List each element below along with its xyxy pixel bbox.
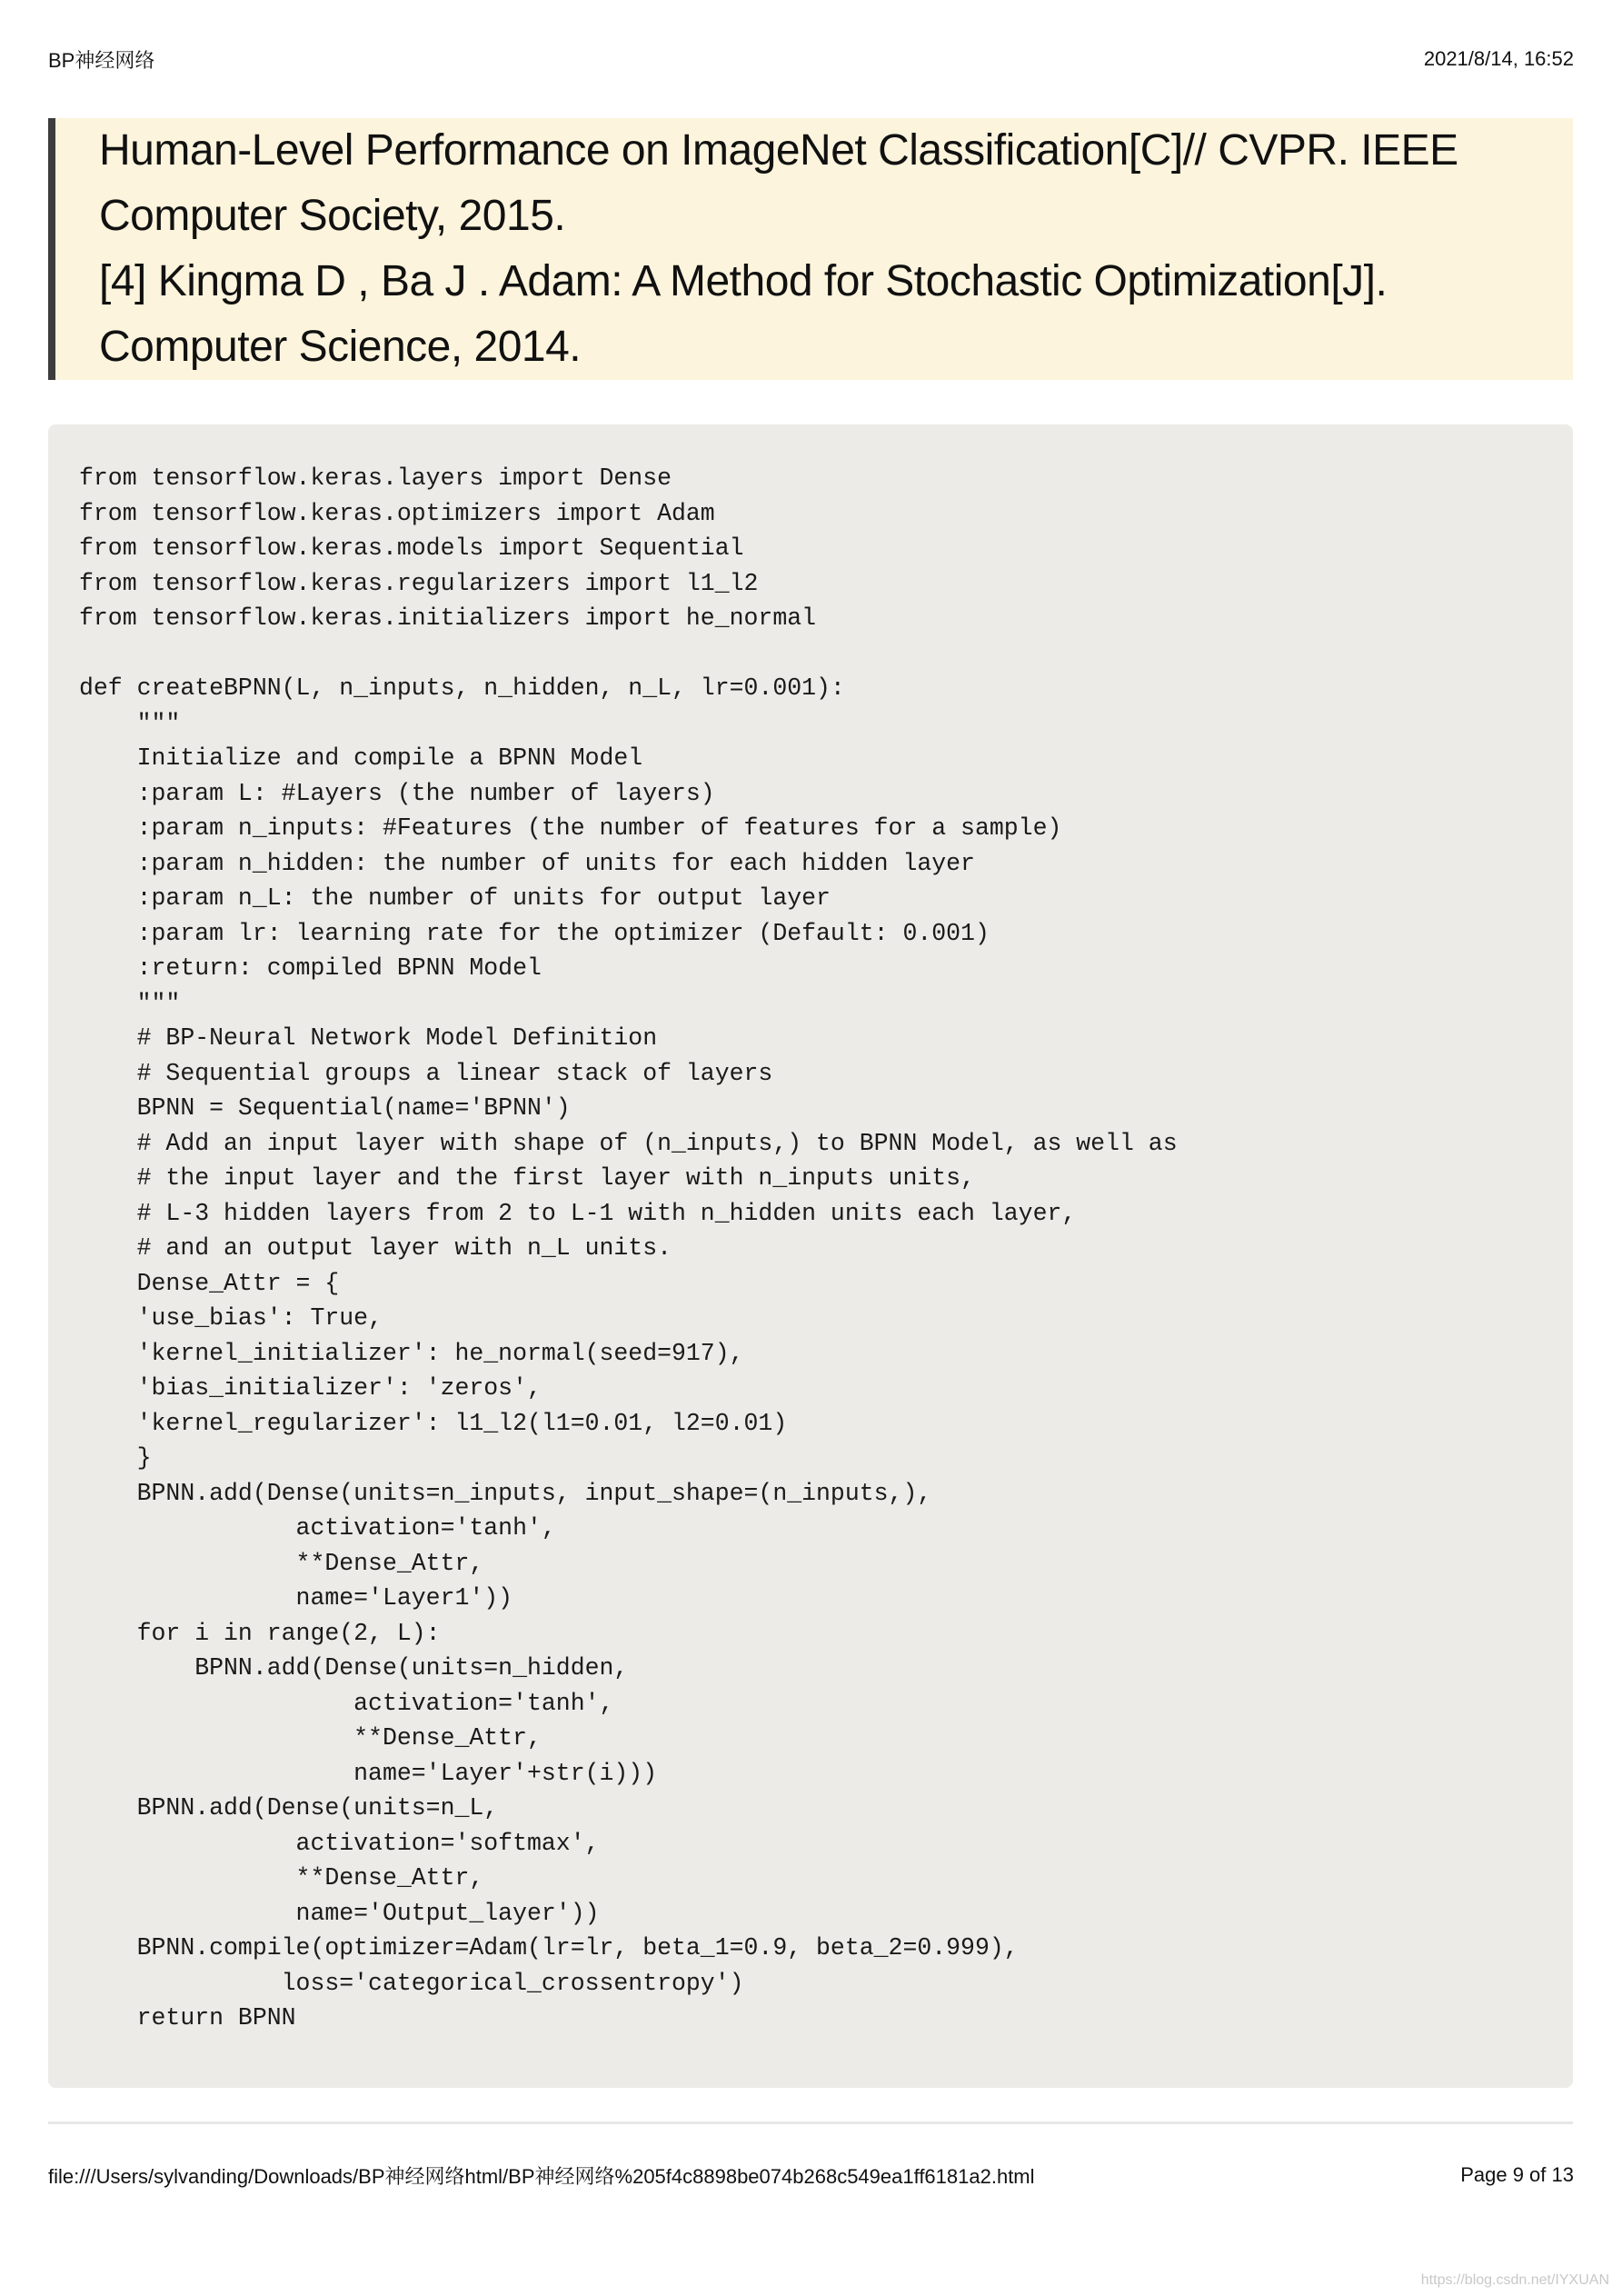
watermark: https://blog.csdn.net/IYXUAN (1420, 2272, 1609, 2288)
file-path: file:///Users/sylvanding/Downloads/BP神经网络html/BP神经网络%205f4c8898be074b268c549ea1ff6181a2.html (48, 2164, 1035, 2188)
reference-line: Human-Level Performance on ImageNet Classification[C]// CVPR. IEEE (99, 126, 1458, 175)
reference-line: Computer Science, 2014. (99, 323, 582, 371)
reference-line: [4] Kingma D , Ba J . Adam: A Method for Stochastic Optimization[J]. (99, 257, 1388, 305)
page-number: Page 9 of 13 (1460, 2163, 1574, 2186)
print-datetime: 2021/8/14, 16:52 (1423, 47, 1574, 70)
code-block (48, 424, 1573, 2088)
code-text: from tensorflow.keras.layers import Dense from tensorflow.keras.optimizers import Adam from tensorflow.keras.models import Sequential from tensorflow.keras.regularizers import l1_l2 from tensorflow.keras.initializers import he_normal def createBPNN(L, n_inputs, n_hidden, n_L, lr=0.001): """ Initialize and compile a BPNN Model :param L: #Layers (the number of layers) :param n_inputs: #Features (the number of features for a sample) :param n_hidden: the number of units for each hidden layer :param n_L: the number of units for output layer :param lr: learning rate for the optimizer (Default: 0.001) :return: compiled BPNN Model """ # BP-Neural Network Model Definition # Sequential groups a linear stack of layers BPNN = Sequential(name='BPNN') # Add an input layer with shape of (n_inputs,) to BPNN Model, as well as # the input layer and the first layer with n_inputs units, # L-3 hidden layers from 2 to L-1 with n_hidden units each layer, # and an output layer with n_L units. Dense_Attr = { 'use_bias': True, 'kernel_initializer': he_normal(seed=917), 'bias_initializer': 'zeros', 'kernel_regularizer': l1_l2(l1=0.01, l2=0.01) } BPNN.add(Dense(units=n_inputs, input_shape=(n_inputs,), activation='tanh', **Dense_Attr, name='Layer1')) for i in range(2, L): BPNN.add(Dense(units=n_hidden, activation='tanh', **Dense_Attr, name='Layer'+str(i))) BPNN.add(Dense(units=n_L, activation='softmax', **Dense_Attr, name='Output_layer')) BPNN.compile(optimizer=Adam(lr=lr, beta_1=0.9, beta_2=0.999), loss='categorical_crossentropy') return BPNN (79, 464, 1178, 2031)
document-title: BP神经网络 (48, 48, 155, 72)
reference-blockquote (48, 118, 1573, 380)
print-header (48, 45, 1574, 73)
page-divider (48, 2121, 1573, 2124)
reference-line: Computer Society, 2015. (99, 192, 566, 240)
print-footer (48, 2161, 1574, 2189)
